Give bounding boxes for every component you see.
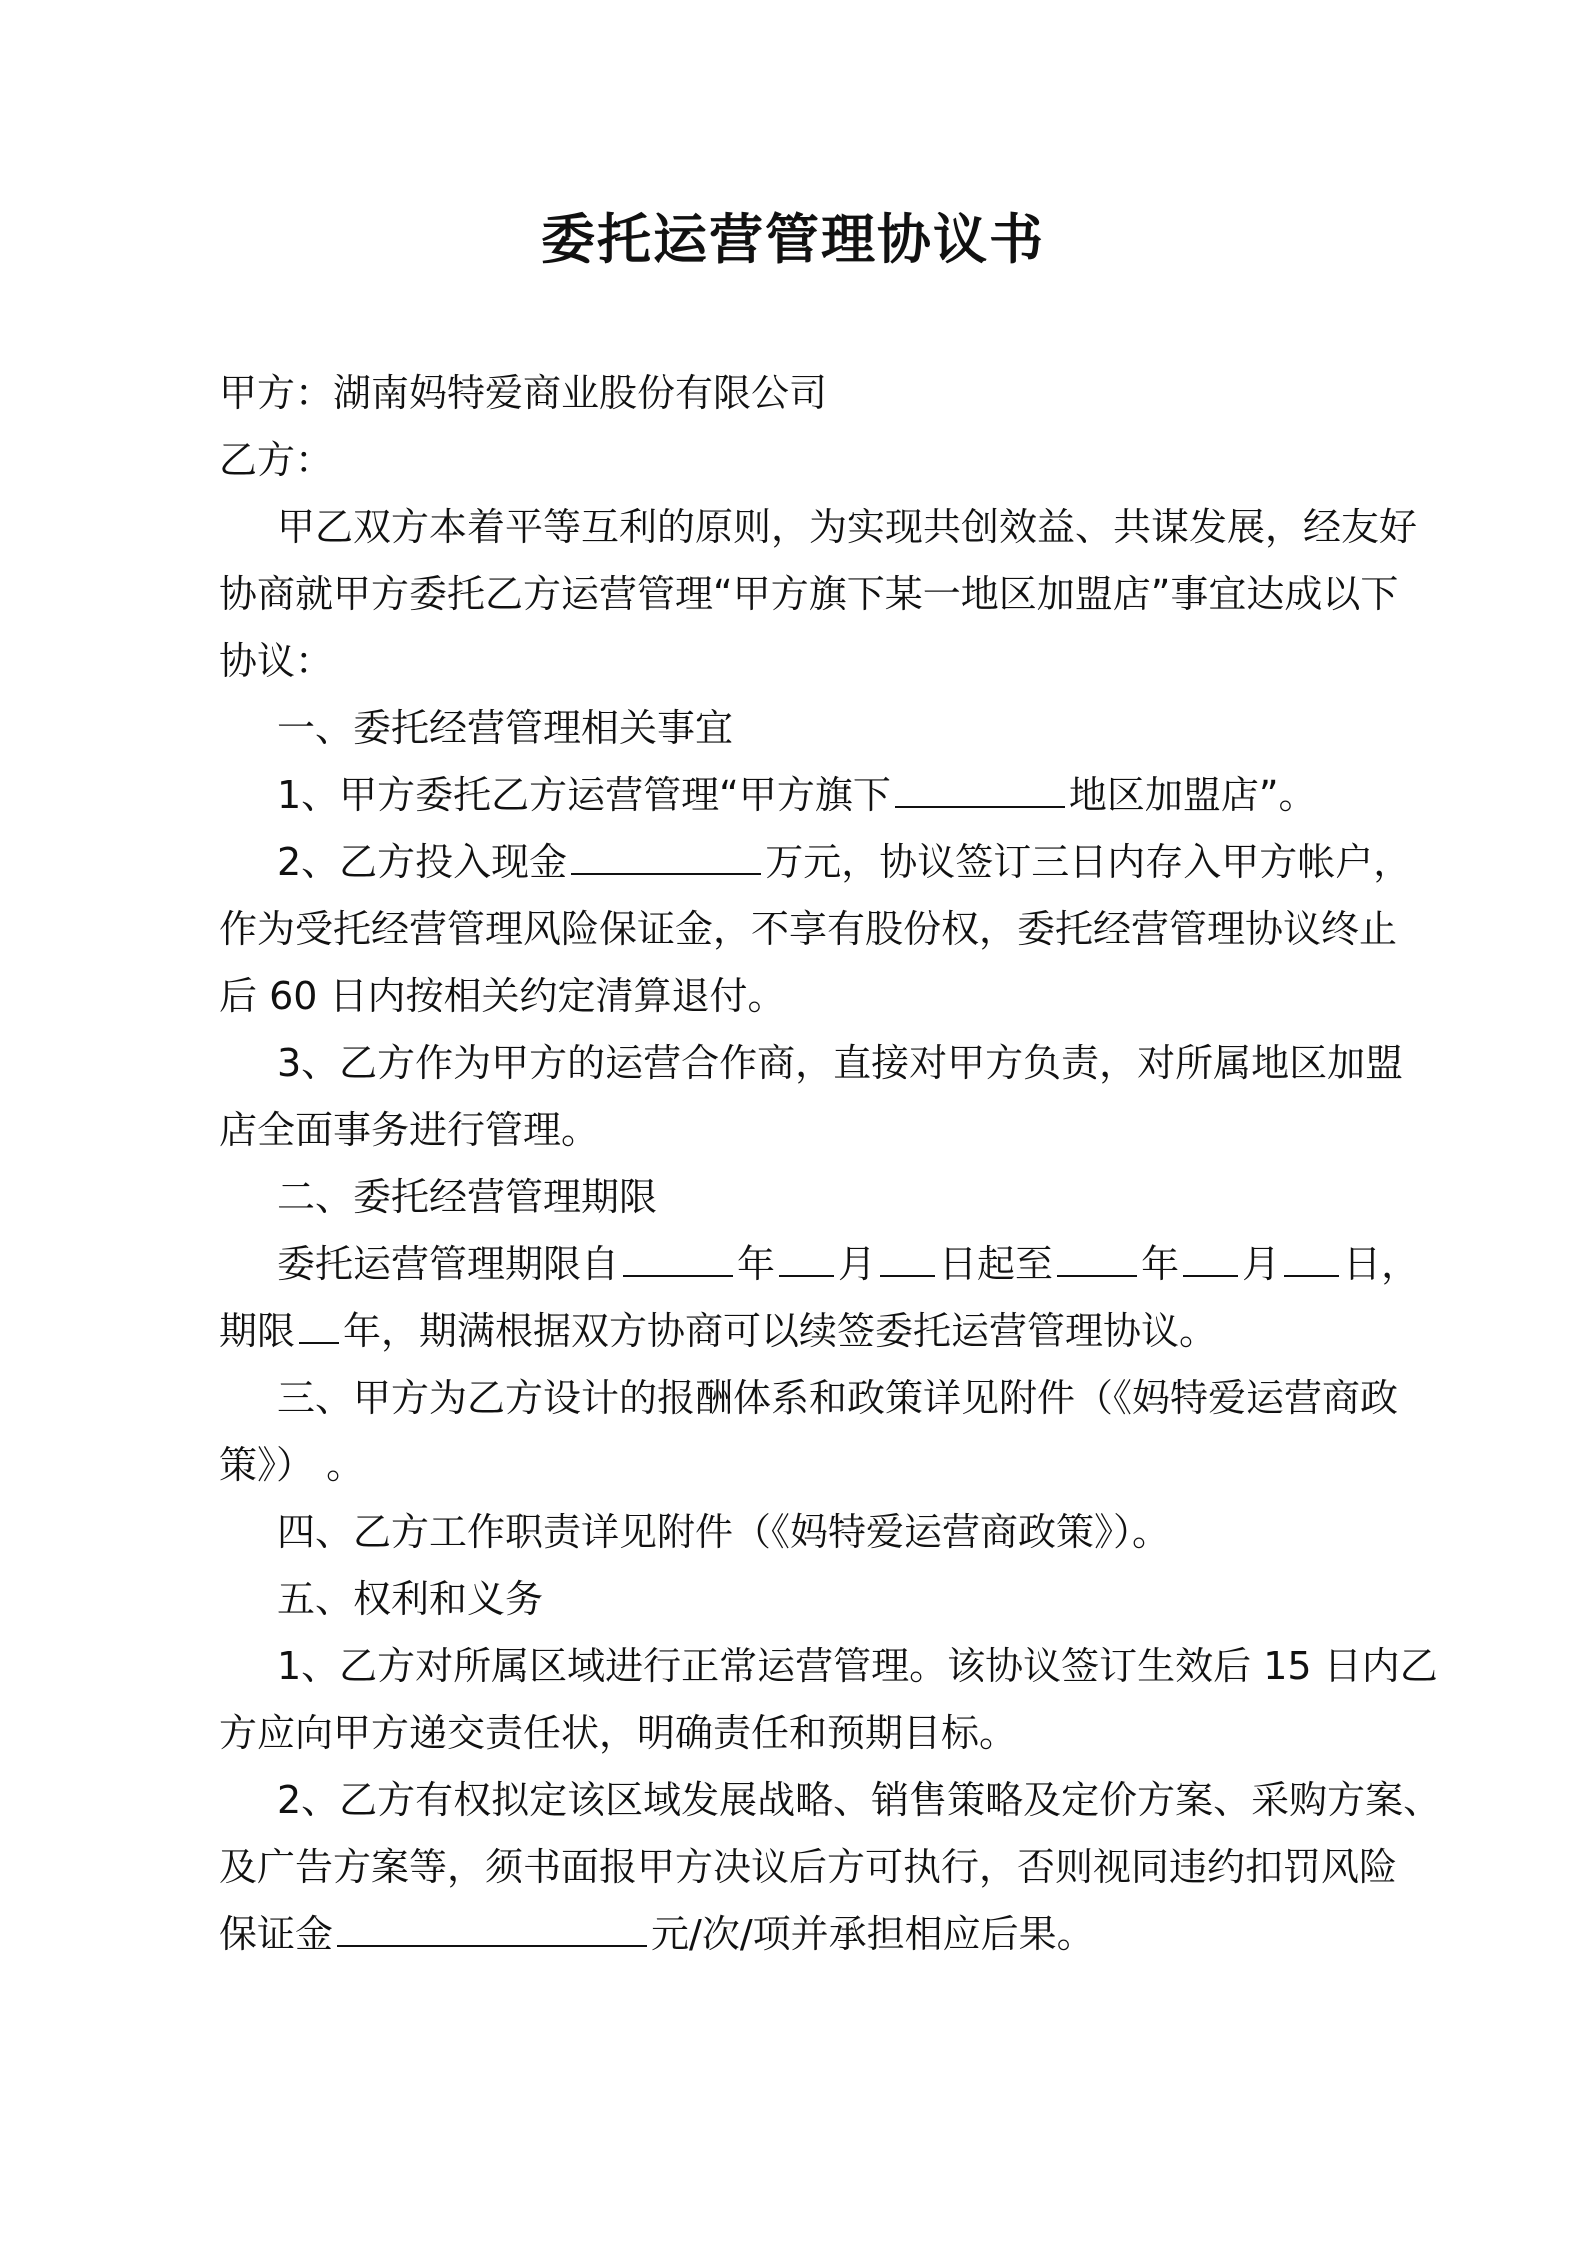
item-text: 地区加盟店”。 <box>1068 773 1317 817</box>
section-1-heading: 一、委托经营管理相关事宜 <box>277 706 734 750</box>
fill-blank-end-month <box>1183 1237 1238 1277</box>
section-5-item-1-line-2: 方应向甲方递交责任状，明确责任和预期目标。 <box>219 1711 1018 1755</box>
document-title: 委托运营管理协议书 <box>541 208 1045 271</box>
term-text: 年，期满根据双方协商可以续签委托运营管理协议。 <box>343 1309 1218 1353</box>
fill-blank-end-year <box>1057 1237 1137 1277</box>
term-text: 委托运营管理期限自 <box>277 1242 620 1286</box>
section-3-line-1: 三、甲方为乙方设计的报酬体系和政策详见附件（《妈特爱运营商政 <box>277 1376 1399 1420</box>
item-text: 万元，协议签订三日内存入甲方帐户， <box>765 840 1412 884</box>
section-3-line-2: 策》） 。 <box>219 1443 365 1487</box>
section-2-term-line-1 <box>219 1231 1420 1298</box>
document-body <box>219 360 1442 1968</box>
fill-blank-start-day <box>880 1237 935 1277</box>
section-1-item-2-line-1 <box>219 829 1412 896</box>
term-text: 期限 <box>219 1309 296 1353</box>
fill-blank-amount <box>571 835 761 875</box>
month-label: 月 <box>1242 1242 1281 1286</box>
day-end-label: 日， <box>1343 1242 1420 1286</box>
party-a-line: 甲方：湖南妈特爱商业股份有限公司 <box>219 371 828 415</box>
fill-blank-penalty <box>337 1907 647 1947</box>
section-5-item-2-line-1: 2、乙方有权拟定该区域发展战略、销售策略及定价方案、采购方案、 <box>277 1778 1442 1822</box>
day-from-label: 日起至 <box>939 1242 1054 1286</box>
fill-blank-start-year <box>623 1237 733 1277</box>
intro-line-1: 甲乙双方本着平等互利的原则，为实现共创效益、共谋发展，经友好 <box>277 505 1418 549</box>
party-b-line: 乙方： <box>219 438 334 482</box>
intro-line-3: 协议： <box>219 639 334 683</box>
year-label: 年 <box>1141 1242 1180 1286</box>
section-1-item-2-line-2: 作为受托经营管理风险保证金，不享有股份权，委托经营管理协议终止 <box>219 907 1398 951</box>
section-4-line-1: 四、乙方工作职责详见附件（《妈特爱运营商政策》）。 <box>277 1510 1171 1554</box>
item-text: 元/次/项并承担相应后果。 <box>651 1912 1095 1956</box>
section-1-item-1 <box>219 762 1399 829</box>
fill-blank-start-month <box>779 1237 834 1277</box>
fill-blank-end-day <box>1284 1237 1339 1277</box>
fill-blank-region <box>895 768 1065 808</box>
year-label: 年 <box>737 1242 776 1286</box>
section-2-term-line-2 <box>219 1298 1399 1365</box>
month-label: 月 <box>838 1242 877 1286</box>
section-5-item-1-line-1: 1、乙方对所属区域进行正常运营管理。该协议签订生效后 15 日内乙 <box>277 1644 1438 1688</box>
section-2-heading: 二、委托经营管理期限 <box>277 1175 658 1219</box>
section-5-item-2-line-2: 及广告方案等，须书面报甲方决议后方可执行，否则视同违约扣罚风险 <box>219 1845 1398 1889</box>
section-1-item-3-line-1: 3、乙方作为甲方的运营合作商，直接对甲方负责，对所属地区加盟 <box>277 1041 1404 1085</box>
intro-line-2: 协商就甲方委托乙方运营管理“甲方旗下某一地区加盟店”事宜达成以下 <box>219 572 1399 616</box>
section-5-heading: 五、权利和义务 <box>277 1577 544 1621</box>
item-text: 保证金 <box>219 1912 334 1956</box>
section-1-item-3-line-2: 店全面事务进行管理。 <box>219 1108 600 1152</box>
item-text: 2、乙方投入现金 <box>277 840 568 884</box>
section-1-item-2-line-3: 后 60 日内按相关约定清算退付。 <box>219 974 786 1018</box>
item-text: 1、甲方委托乙方运营管理“甲方旗下 <box>277 773 891 817</box>
fill-blank-years <box>299 1304 339 1344</box>
section-5-item-2-line-3 <box>219 1901 1399 1968</box>
